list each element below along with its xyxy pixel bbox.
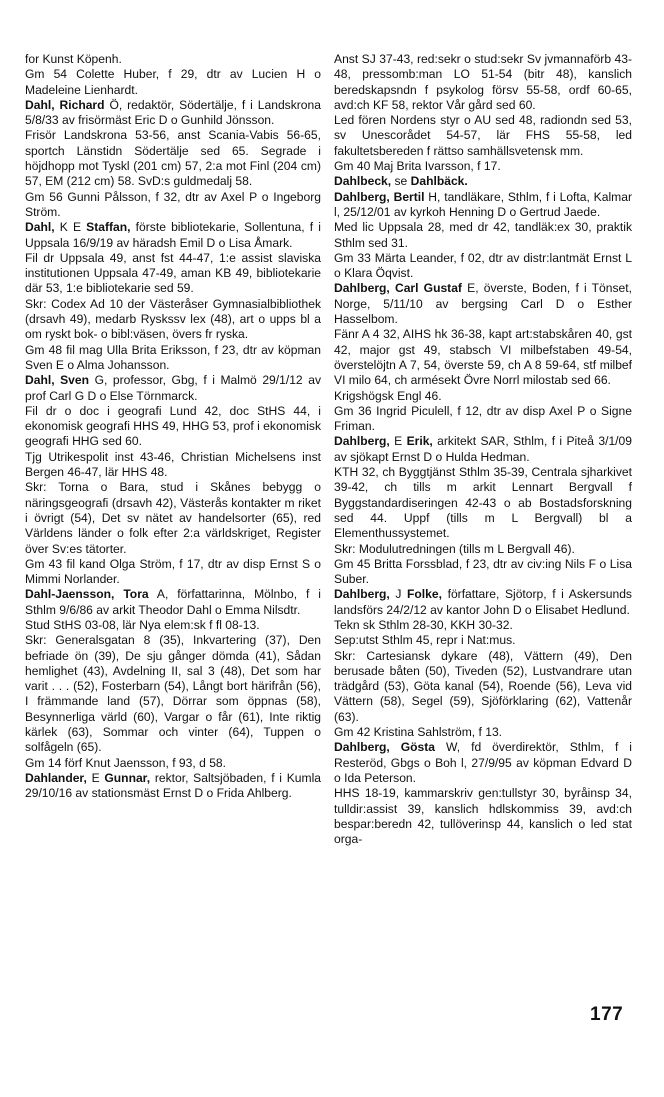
entry-headword: Dahlberg,	[334, 434, 390, 449]
entry-text: W, fd överdirektör, Sthlm, f i Resteröd, Gbgs o Boh l, 27/9/95 av köpman Edvard D o Ida Peterson.	[334, 740, 632, 785]
entry-text: Gm 36 Ingrid Piculell, f 12, dtr av disp Axel P o Signe Friman.	[334, 403, 632, 434]
entry-text: Tekn sk Sthlm 28-30, KKH 30-32.	[334, 617, 513, 632]
entry-text: HHS 18-19, kammarskriv gen:tullstyr 30, byråinsp 34, tulldir:assist 39, kanslich hdlskommiss 39, avd:ch bespar:beredn 42, tullöverinsp 44, kanslich o led stat orga-	[334, 786, 632, 847]
entry-paragraph	[334, 465, 632, 541]
entry-text: Ö, redaktör, Södertälje, f i Landskrona 5/8/33 av frisörmäst Eric D o Gunhild Jönsson.	[25, 97, 321, 128]
entry-paragraph	[25, 52, 321, 67]
entry-text: E, överste, Boden, f i Tönset, Norge, 5/11/10 av bergsing Carl D o Esther Hasselbom.	[334, 281, 632, 327]
entry-paragraph	[334, 618, 632, 633]
entry-text: se	[391, 174, 411, 189]
entry-headword-given-name: Dahlbäck.	[410, 174, 468, 189]
entry-paragraph	[334, 542, 632, 557]
entry-headword-given-name: Staffan,	[86, 220, 131, 235]
entry-paragraph	[25, 190, 321, 221]
entry-text: Skr: Codex Ad 10 der Västeråser Gymnasialbibliothek (drsavh 49), medarb Ryskssv lex (48), art o upps bl a om ryskt bok- o bibl:väsen, övers fr ryska.	[25, 296, 321, 342]
entry-headword: Dahlberg, Carl Gustaf	[334, 281, 462, 296]
entry-text: H, tandläkare, Sthlm, f i Lofta, Kalmar l, 25/12/01 av kyrkoh Henning D o Gertrud Jaede.	[334, 189, 632, 219]
entry-paragraph	[25, 618, 321, 633]
entry-headword: Dahl-Jaensson, Tora	[25, 587, 149, 602]
entry-text: Skr: Generalsgatan 8 (35), Inkvartering (37), Den befriade ön (39), De sju gånger dömda (41), Sådan hemlighet (43), Avdelning II, sal 3 (48), Det som har varit . . . (52), Fosterbarn (54), Långt bort härifrån (56), I främmande land (57), Dörrar som öppnas (58), Besynnerliga värld (60), Vargar o får (61), Inte riktig kärlek (63), Sommar och vinter (64), Tuppen o solfågeln (65).	[25, 633, 321, 755]
entry-headword: Dahlbeck,	[334, 174, 392, 189]
entry-paragraph	[334, 740, 632, 786]
entry-headword: Dahlberg, Bertil	[334, 189, 425, 204]
entry-paragraph	[334, 220, 632, 251]
entry-text: Fänr A 4 32, AIHS hk 36-38, kapt art:stabskåren 40, gst 42, major gst 49, stabsch VI milbefstaben 49-54, överstelöjtn A 7, 54, överste 59, ch A 8 59-64, stf milbef VI milo 64, ch armésekt Övre Norrl milostab sed 66.	[334, 327, 632, 388]
left-column	[25, 52, 321, 802]
entry-paragraph	[334, 389, 632, 404]
entry-text-continued: rektor, Saltsjöbaden, f i Kumla 29/10/16 av stationsmäst Ernst D o Frida Ahlberg.	[25, 770, 321, 801]
entry-paragraph	[334, 786, 632, 847]
entry-paragraph	[334, 251, 632, 282]
entry-headword: Dahl, Sven	[25, 373, 90, 388]
entry-headword: Dahl, Richard	[25, 97, 105, 112]
entry-text: A, författarinna, Mölnbo, f i Sthlm 9/6/86 av arkit Theodor Dahl o Emma Nilsdtr.	[25, 587, 321, 617]
entry-text: E	[389, 434, 407, 449]
entry-paragraph	[25, 67, 321, 98]
entry-text: Gm 54 Colette Huber, f 29, dtr av Lucien H o Madeleine Lienhardt.	[25, 67, 321, 97]
entry-paragraph	[25, 557, 321, 588]
entry-text: Gm 45 Britta Forssblad, f 23, dtr av civ:ing Nils F o Lisa Suber.	[334, 556, 632, 587]
entry-text: Led fören Nordens styr o AU sed 48, radiondn sed 53, sv Unescorådet 54-57, lär FHS 55-58, led fakultetsbereden f rättso samhällsvetensk mm.	[334, 113, 632, 158]
entry-text: E	[86, 770, 105, 785]
entry-paragraph	[25, 450, 321, 481]
entry-paragraph	[334, 587, 632, 618]
entry-text: Med lic Uppsala 28, med dr 42, tandläk:ex 30, praktik Sthlm sed 31.	[334, 220, 632, 250]
entry-paragraph	[25, 220, 321, 251]
entry-text: Fil dr o doc i geografi Lund 42, doc StHS 44, i ekonomisk geografi HHS 49, HHG 53, prof i ekonomisk geografi HHG sed 60.	[25, 403, 321, 449]
entry-headword: Dahl,	[25, 220, 55, 235]
entry-text: Gm 40 Maj Brita Ivarsson, f 17.	[334, 159, 501, 174]
entry-headword: Dahlberg,	[334, 587, 390, 602]
entry-text: for Kunst Köpenh.	[25, 52, 122, 66]
entry-paragraph	[334, 557, 632, 588]
entry-paragraph	[25, 480, 321, 556]
entry-headword-given-name: Folke,	[407, 587, 442, 602]
entry-paragraph	[334, 174, 632, 189]
entry-paragraph	[25, 98, 321, 129]
entry-text: J	[389, 587, 408, 602]
entry-text: Skr: Torna o Bara, stud i Skånes bebygg o näringsgeografi (drsavh 42), Västerås kontakter m riket i övrigt (54), Det sv nätet av handelsorter (65), red Världens länder o folk efter 2:a världskriget, Register över Sv:es tätorter.	[25, 480, 321, 556]
entry-text: G, professor, Gbg, f i Malmö 29/1/12 av prof Carl G D o Else Törnmarck.	[25, 373, 321, 403]
entry-paragraph	[334, 725, 632, 740]
entry-text-continued: arkitekt SAR, Sthlm, f i Piteå 3/1/09 av sjökapt Ernst D o Hulda Hedman.	[334, 434, 632, 464]
entry-text: Sep:utst Sthlm 45, repr i Nat:mus.	[334, 633, 516, 648]
entry-headword-given-name: Erik,	[406, 434, 433, 449]
entry-headword-given-name: Gunnar,	[104, 770, 151, 785]
entry-paragraph	[334, 633, 632, 648]
entry-paragraph	[25, 756, 321, 771]
entry-text: Skr: Cartesiansk dykare (48), Vättern (49), Den berusade båten (50), Tiveden (52), Lustvandrare utan trädgård (53), Göta kanal (54), Roende (56), Leva vid Vättern (58), Segel (59), Sjöförklaring (62), Vattenår (63).	[334, 648, 632, 724]
entry-headword: Dahlander,	[25, 770, 87, 785]
entry-paragraph	[334, 434, 632, 465]
entry-headword: Dahlberg, Gösta	[334, 740, 436, 755]
entry-paragraph	[334, 52, 632, 113]
entry-paragraph	[334, 327, 632, 388]
entry-text: Fil dr Uppsala 49, anst fst 44-47, 1:e assist slaviska institutionen Uppsala 47-49, aman KB 49, bibliotekarie där 53, 1:e bibliotekarie sed 59.	[25, 250, 321, 296]
entry-paragraph	[25, 297, 321, 343]
entry-text-continued: förste bibliotekarie, Sollentuna, f i Uppsala 16/9/19 av häradsh Emil D o Lisa Åmark.	[25, 220, 321, 250]
entry-text: Gm 56 Gunni Pålsson, f 32, dtr av Axel P o Ingeborg Ström.	[25, 189, 321, 219]
entry-text: Anst SJ 37-43, red:sekr o stud:sekr Sv jvmannaförb 43-48, pressomb:man LO 51-54 (bitr 48), kanslich beredskapsndn f psykolog försv 55-58, ordf 60-65, avd:ch KF 58, rektor Vår gård sed 60.	[334, 52, 632, 112]
entry-paragraph	[334, 159, 632, 174]
entry-paragraph	[334, 649, 632, 725]
entry-text: Gm 14 förf Knut Jaensson, f 93, d 58.	[25, 755, 227, 770]
entry-paragraph	[25, 633, 321, 755]
right-column	[334, 52, 632, 847]
entry-text: Stud StHS 03-08, lär Nya elem:sk f fl 08-13.	[25, 617, 260, 632]
entry-paragraph	[334, 190, 632, 221]
entry-paragraph	[25, 771, 321, 802]
entry-text-continued: författare, Sjötorp, f i Askersunds landsförs 24/2/12 av kantor John D o Elisabet Hedlund.	[334, 587, 632, 617]
entry-paragraph	[25, 587, 321, 618]
entry-paragraph	[25, 128, 321, 189]
entry-text: Gm 33 Märta Leander, f 02, dtr av distr:lantmät Ernst L o Klara Öqvist.	[334, 250, 632, 281]
entry-text: Gm 42 Kristina Sahlström, f 13.	[334, 725, 503, 740]
entry-text: KTH 32, ch Byggtjänst Sthlm 35-39, Centrala sjharkivet 39-42, ch tills m arkit Lennart Bergvall f Byggstandardiseringen 42-43 o ab Bostadsforskning sed 44. Uppf (tills m L Bergvall) bl a Elementhussystemet.	[334, 465, 632, 541]
entry-text: Gm 43 fil kand Olga Ström, f 17, dtr av disp Ernst S o Mimmi Norlander.	[25, 556, 321, 587]
entry-paragraph	[25, 343, 321, 374]
entry-text: Frisör Landskrona 53-56, anst Scania-Vabis 56-65, sportch Länstidn Södertälje sed 65. Segrade i höjdhopp mot Tyskl (201 cm) 57, 2:a mot Finl (204 cm) 57, EM (212 cm) 58. SvD:s guldmedalj 58.	[25, 128, 321, 189]
entry-text: Tjg Utrikespolit inst 43-46, Christian Michelsens inst Bergen 46-47, lär HHS 48.	[25, 449, 321, 480]
entry-paragraph	[334, 404, 632, 435]
entry-text: Gm 48 fil mag Ulla Brita Eriksson, f 23, dtr av köpman Sven E o Alma Johansson.	[25, 342, 321, 372]
entry-text: Krigshögsk Engl 46.	[334, 388, 442, 403]
entry-paragraph	[25, 404, 321, 450]
page-number: 177	[590, 1004, 624, 1025]
entry-paragraph	[334, 113, 632, 159]
entry-paragraph	[25, 373, 321, 404]
entry-paragraph	[25, 251, 321, 297]
entry-text: K E	[54, 220, 87, 235]
entry-text: Skr: Modulutredningen (tills m L Bergvall 46).	[334, 541, 575, 556]
entry-paragraph	[334, 281, 632, 327]
